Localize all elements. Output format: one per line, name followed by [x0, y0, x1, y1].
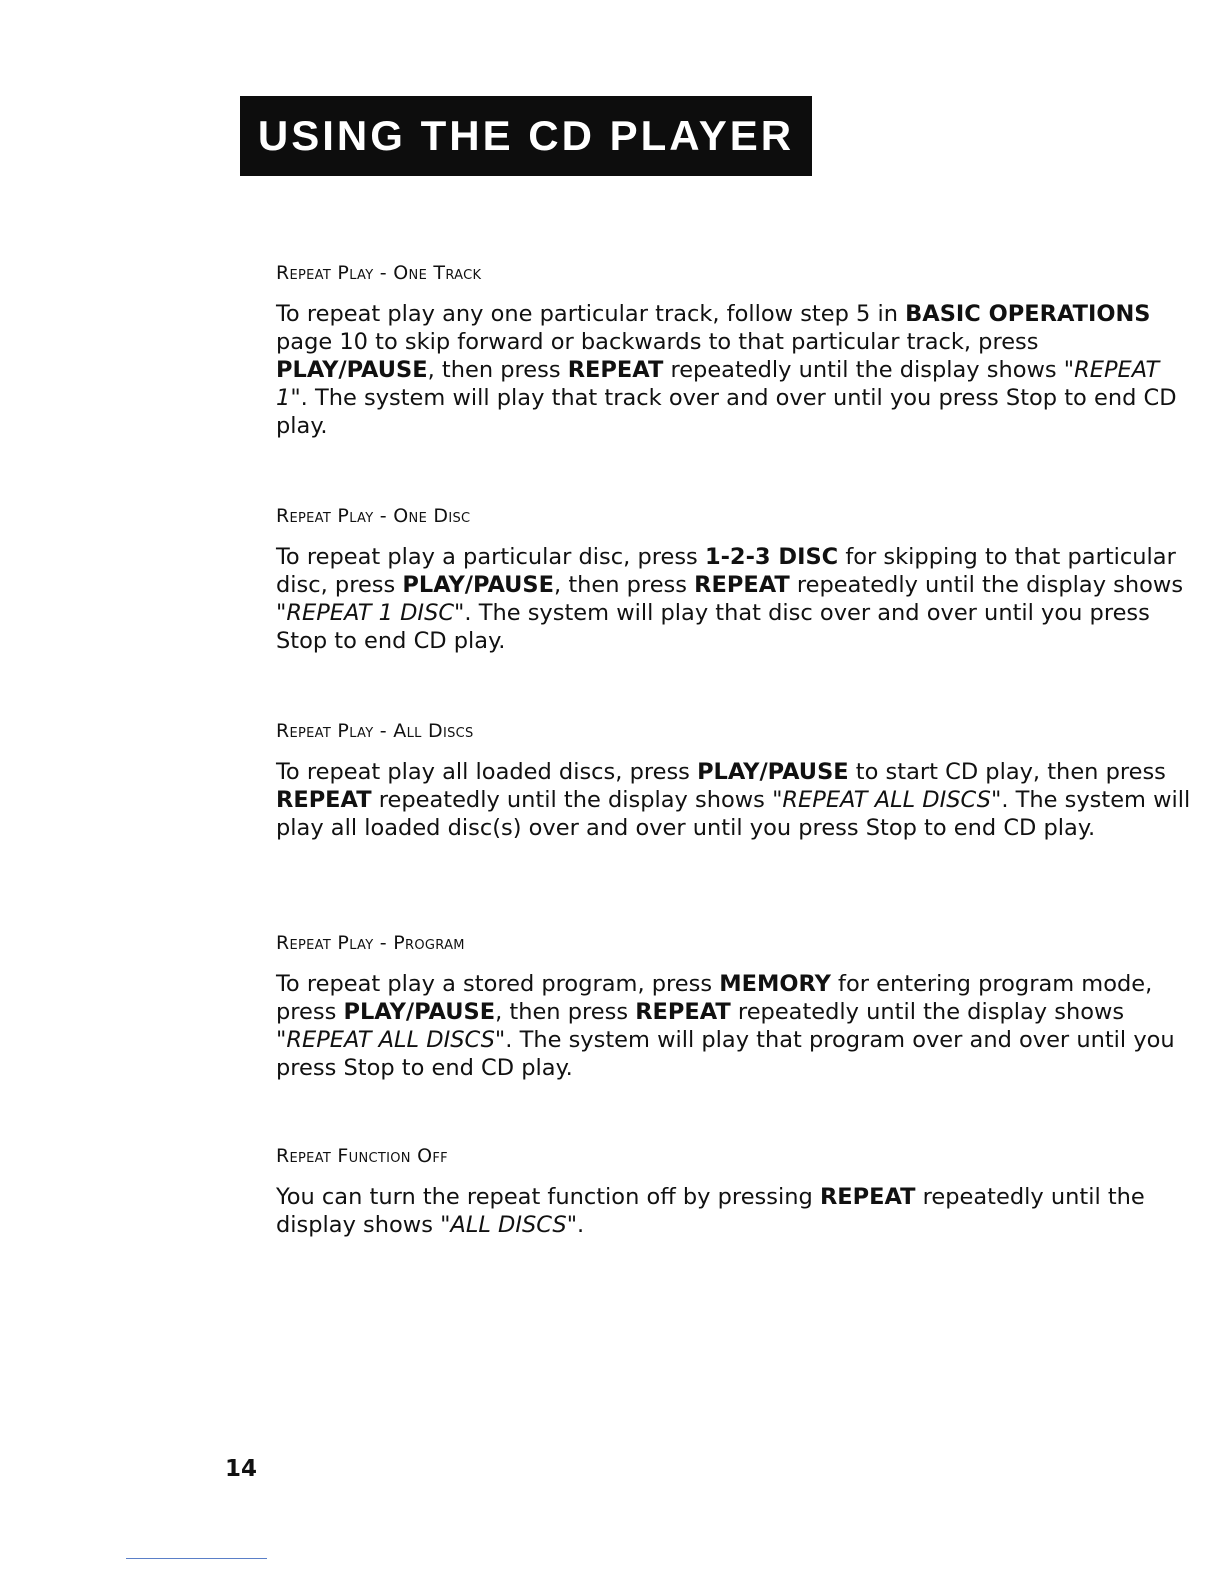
section-text: To repeat play any one particular track, follow step 5 in BASIC OPERATIONS page 10 to skip forward or backwards to that particular track, press PLAY/PAUSE, then press REPEAT repeatedly until the display shows "REPEAT 1". The system will play that track over and over until you press Stop to end CD play.	[276, 301, 1177, 439]
section-repeat-one-disc	[276, 505, 1191, 655]
section-heading: Repeat Play - Program	[276, 932, 465, 954]
page-title: USING THE CD PLAYER	[240, 96, 812, 176]
section-repeat-all-discs	[276, 720, 1191, 842]
section-text: To repeat play all loaded discs, press PLAY/PAUSE to start CD play, then press REPEAT repeatedly until the display shows "REPEAT ALL DISCS". The system will play all loaded disc(s) over and over until you press Stop to end CD play.	[276, 759, 1191, 841]
section-heading: Repeat Play - One Track	[276, 262, 482, 284]
section-heading: Repeat Play - All Discs	[276, 720, 474, 742]
section-text: You can turn the repeat function off by pressing REPEAT repeatedly until the display shows "ALL DISCS".	[276, 1184, 1145, 1238]
footer-rule	[126, 1558, 267, 1559]
section-repeat-one-track	[276, 262, 1191, 440]
section-text: To repeat play a particular disc, press 1-2-3 DISC for skipping to that particular disc, press PLAY/PAUSE, then press REPEAT repeatedly until the display shows "REPEAT 1 DISC". The system will play that disc over and over until you press Stop to end CD play.	[276, 544, 1184, 654]
section-text: To repeat play a stored program, press MEMORY for entering program mode, press PLAY/PAUSE, then press REPEAT repeatedly until the display shows "REPEAT ALL DISCS". The system will play that program over and over until you press Stop to end CD play.	[276, 971, 1175, 1081]
section-repeat-function-off	[276, 1145, 1191, 1239]
page-number: 14	[225, 1456, 258, 1482]
section-heading: Repeat Function Off	[276, 1145, 448, 1167]
section-heading: Repeat Play - One Disc	[276, 505, 471, 527]
section-repeat-program	[276, 932, 1191, 1082]
